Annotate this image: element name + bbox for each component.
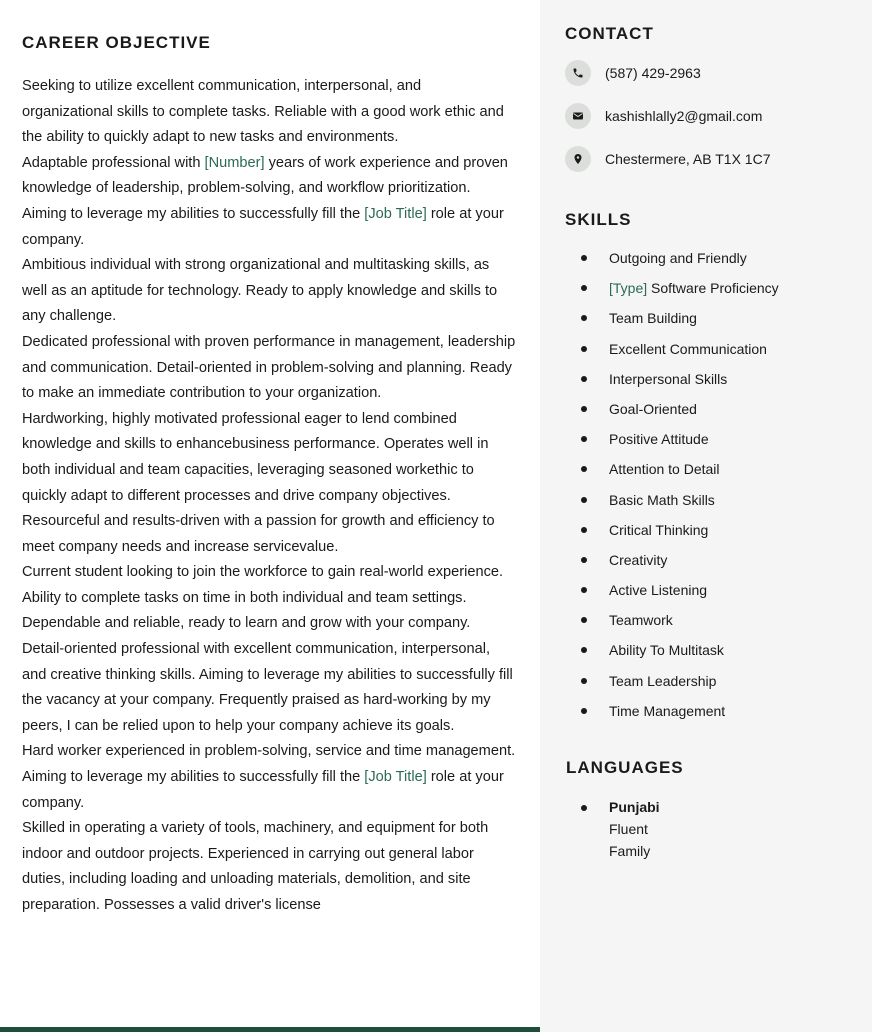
skill-item — [581, 457, 779, 487]
skill-item — [581, 427, 779, 457]
skill-item — [581, 397, 779, 427]
skill-item — [581, 488, 779, 518]
skill-label — [609, 427, 709, 451]
objective-paragraph — [22, 816, 516, 918]
placeholder-text: [Job Title] — [364, 205, 427, 222]
bullet-icon — [581, 617, 587, 623]
text-segment: role at your company. — [22, 205, 504, 248]
text-segment: Dedicated professional with proven performance in management, leadership and communication. Detail-oriented in problem-solving and planning. Ready to make an immediate contribution to your organization. — [22, 333, 516, 402]
objective-paragraph — [22, 637, 516, 739]
skill-item — [581, 306, 779, 336]
skill-label — [609, 578, 707, 602]
contact-address — [565, 146, 770, 172]
text-segment: Seeking to utilize excellent communication, interpersonal, and organizational skills to complete tasks. Reliable with a good work ethic and the ability to quickly adapt to new tasks and environments. — [22, 78, 504, 146]
bullet-icon — [581, 315, 587, 321]
text-segment: Detail-oriented professional with excellent communication, interpersonal, and creative thinking skills. Aiming to leverage my abilities to successfully fill the vacancy at your company. Frequently praised as hard-working by my peers, I can be relied upon to help your company achieve its goals. — [22, 641, 513, 734]
language-note: Family — [609, 843, 651, 859]
skill-item — [581, 699, 779, 729]
skill-label — [609, 397, 697, 421]
languages-heading: LANGUAGES — [566, 758, 684, 777]
text-segment: Software Proficiency — [647, 280, 779, 297]
text-segment: Creativity — [609, 551, 668, 568]
bullet-icon — [581, 527, 587, 533]
text-segment: Basic Math Skills — [609, 491, 715, 508]
bullet-icon — [581, 406, 587, 412]
bullet-icon — [581, 497, 587, 503]
bullet-icon — [581, 805, 587, 811]
placeholder-text: [Number] — [204, 154, 265, 171]
skill-item — [581, 518, 779, 548]
skill-label — [609, 699, 725, 723]
skill-label — [609, 518, 708, 542]
objective-paragraph — [22, 407, 516, 561]
skill-item — [581, 669, 779, 699]
skill-label — [609, 246, 747, 270]
skill-item — [581, 608, 779, 638]
skill-label — [609, 548, 667, 572]
text-segment: Time Management — [609, 702, 726, 719]
phone-number[interactable]: (587) 429-2963 — [605, 65, 701, 81]
text-segment: Outgoing and Friendly — [609, 250, 747, 266]
objective-paragraph — [22, 739, 516, 816]
skill-label — [609, 638, 724, 662]
skill-label — [609, 608, 673, 632]
skills-list — [581, 246, 779, 729]
bullet-icon — [581, 346, 587, 352]
contact-heading: CONTACT — [565, 24, 654, 43]
bullet-icon — [581, 436, 587, 442]
bullet-icon — [581, 255, 587, 261]
text-segment: Team Building — [609, 310, 697, 327]
language-item — [581, 796, 660, 818]
text-segment: Interpersonal Skills — [609, 370, 728, 387]
location-pin-icon — [565, 146, 591, 172]
bullet-icon — [581, 647, 587, 653]
objective-paragraph — [22, 253, 516, 330]
objective-paragraph — [22, 330, 516, 407]
skill-item — [581, 578, 779, 608]
bullet-icon — [581, 708, 587, 714]
bullet-icon — [581, 678, 587, 684]
skill-label — [609, 306, 697, 330]
text-segment: role at your company. — [22, 769, 504, 811]
bullet-icon — [581, 466, 587, 472]
placeholder-text: [Type] — [609, 280, 648, 297]
email-address[interactable]: kashishlally2@gmail.com — [605, 108, 763, 124]
career-objective-body — [22, 74, 516, 919]
text-segment: Adaptable professional with — [22, 154, 205, 171]
address: Chestermere, AB T1X 1C7 — [605, 151, 771, 167]
bullet-icon — [581, 557, 587, 563]
language-name: Punjabi — [609, 799, 660, 815]
skill-item — [581, 548, 779, 578]
skill-item — [581, 337, 779, 367]
languages-list — [581, 796, 660, 862]
text-segment: Hardworking, highly motivated professional eager to lend combined knowledge and skills to enhancebusiness performance. Operates well in both individual and team capacities, leveraging seasoned workethic to quickly adapt to different processes and drive company objectives. Resourceful and results-driven with a passion for growth and efficiency to meet company needs and increase servicevalue. — [22, 410, 495, 555]
bullet-icon — [581, 376, 587, 382]
skill-item — [581, 638, 779, 668]
text-segment: Ambitious individual with strong organizational and multitasking skills, as well as an aptitude for technology. Ready to apply knowledge and skills to any challenge. — [22, 257, 498, 325]
contact-phone — [565, 60, 701, 86]
skill-label — [609, 457, 720, 481]
skill-label — [609, 367, 727, 391]
bullet-icon — [581, 285, 587, 291]
accent-bar — [0, 1027, 540, 1032]
skills-heading: SKILLS — [565, 210, 632, 229]
phone-icon — [565, 60, 591, 86]
skill-label — [609, 488, 715, 512]
text-segment: Ability To Multitask — [609, 642, 724, 659]
text-segment: Team Leadership — [609, 672, 717, 689]
contact-email — [565, 103, 762, 129]
language-level: Fluent — [609, 821, 648, 837]
skill-item — [581, 246, 779, 276]
text-segment: Excellent Communication — [609, 340, 767, 357]
text-segment: Current student looking to join the workforce to gain real-world experience. Ability to complete tasks on time in both individual and team settings. Dependable and reliable, ready to learn and grow with your company. — [22, 564, 504, 632]
placeholder-text: [Job Title] — [364, 769, 427, 786]
objective-paragraph — [22, 151, 516, 253]
objective-paragraph — [22, 74, 516, 151]
skill-item — [581, 367, 779, 397]
text-segment: Critical Thinking — [609, 521, 709, 538]
text-segment: Attention to Detail — [609, 461, 720, 478]
text-segment: Positive Attitude — [609, 431, 709, 448]
email-icon — [565, 103, 591, 129]
text-segment: Skilled in operating a variety of tools, machinery, and equipment for both indoor and outdoor projects. Experienced in carrying out general labor duties, including loading and unloading materials, demolition, and site preparation. Possesses a valid driver's license — [22, 820, 489, 913]
skill-label — [609, 276, 779, 300]
skill-item — [581, 276, 779, 306]
text-segment: Hard worker experienced in problem-solving, service and time management. Aiming to leverage my abilities to successfully fill the — [22, 743, 516, 786]
text-segment: Teamwork — [609, 612, 673, 629]
text-segment: Active Listening — [609, 582, 708, 599]
skill-label — [609, 669, 716, 693]
career-objective-heading: CAREER OBJECTIVE — [22, 33, 211, 52]
objective-paragraph — [22, 560, 516, 637]
text-segment: Goal-Oriented — [609, 400, 697, 417]
skill-label — [609, 337, 767, 361]
text-segment: years of work experience and proven knowledge of leadership, problem-solving, and workflow prioritization. Aiming to leverage my abilities to successfully fill the — [22, 154, 508, 222]
bullet-icon — [581, 587, 587, 593]
